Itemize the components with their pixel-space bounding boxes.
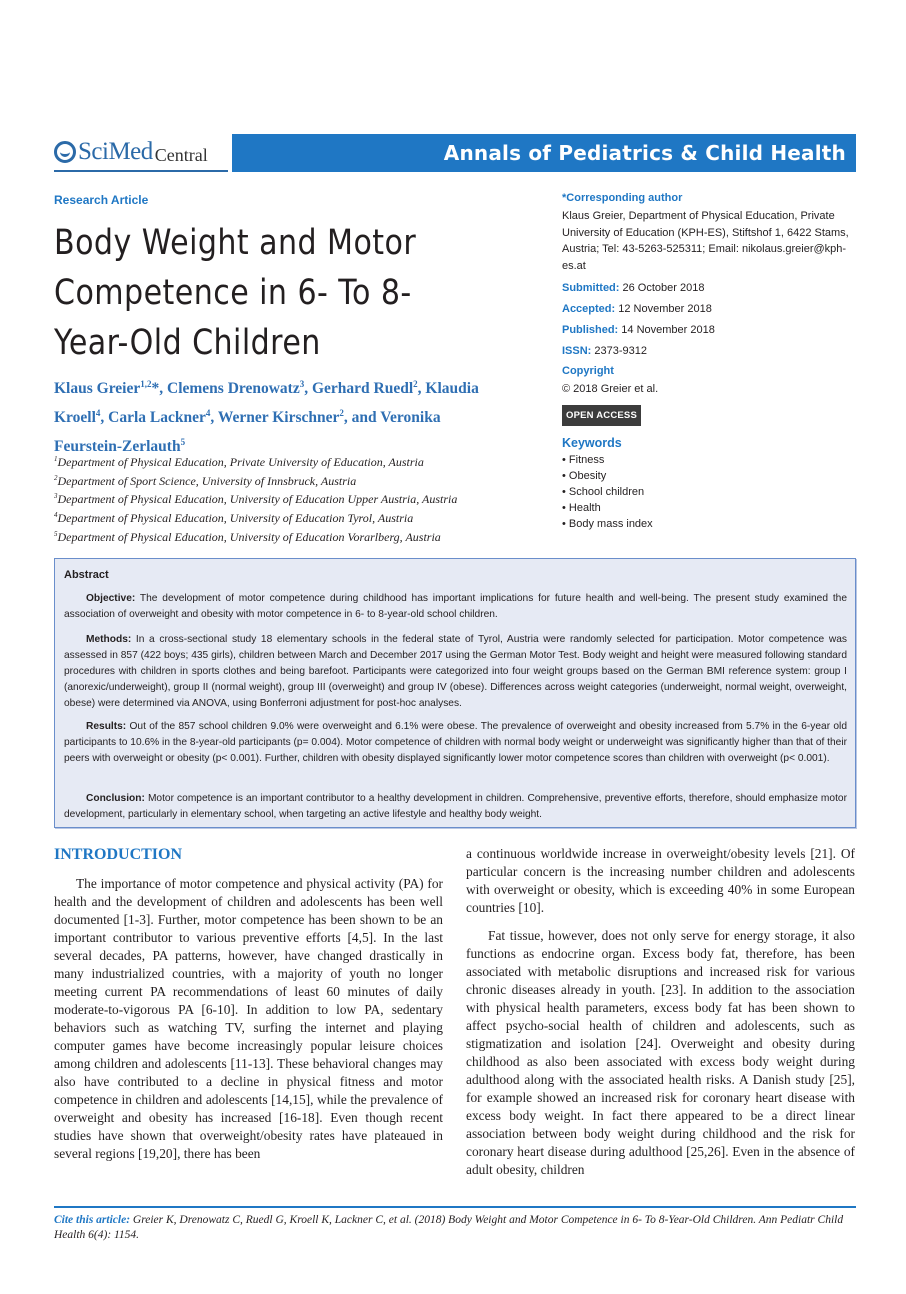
copyright-heading: Copyright [562, 365, 614, 377]
author-list: Klaus Greier$^{1,2}$*, Clemens Drenowatz$^3$, Gerhard Ruedl$^2$, Klaudia Kroell$^4$, Carla Lackner$^4$, Werner Kirschner$^2$, and Veronika Feurstein-Zerlauth$^5$ [54, 379, 479, 456]
keyword-item: • School children [562, 486, 645, 498]
logo-central-text: Central [154, 144, 208, 165]
affiliation: $^4$Department of Physical Education, University of Education Tyrol, Austria [54, 511, 414, 526]
submitted-date: Submitted: 26 October 2018 [562, 282, 705, 294]
open-access-badge[interactable]: OPEN ACCESS [562, 405, 641, 426]
author-name: Klaudia Kroell [54, 380, 479, 427]
author-affil-number: 4 [205, 408, 211, 419]
copyright-text: © 2018 Greier et al. [562, 383, 659, 395]
abstract-objective: Objective: The development of motor competence during childhood has important implications for future health and well-being. The present study examined the association of overweight and obesity with motor competence in 6- to 8-year-old school children. [64, 593, 847, 620]
keyword-list [562, 452, 858, 532]
footer-rule [54, 1206, 856, 1208]
citation-text: Greier K, Drenowatz C, Ruedl G, Kroell K, Lackner C, et al. (2018) Body Weight and Motor Competence in 6- To 8-Year-Old Children. Ann Pediatr Child Health 6(4): 1154. [54, 1214, 844, 1241]
body-column-right [466, 845, 855, 1179]
keyword-item: • Health [562, 502, 601, 514]
logo-underline [54, 170, 228, 172]
affiliation: $^3$Department of Physical Education, University of Education Upper Austria, Austria [54, 492, 458, 507]
body-paragraph: a continuous worldwide increase in overweight/obesity levels [21]. Of particular concern is the increasing number children and adolescents with overweight or obesity, which is exceeding 40% in some European countries [10]. [466, 846, 855, 915]
keyword-item: • Obesity [562, 470, 607, 482]
keyword-item: • Fitness [562, 454, 605, 466]
author-affil-number: 2 [339, 408, 344, 419]
logo-icon [54, 141, 76, 163]
abstract-results: Results: Out of the 857 school children 9.0% were overweight and 6.1% were obese. The prevalence of overweight and obesity increased from 5.7% in the 6-year old participants to 10.6% in the 8-year-old participants (p= 0.004). Motor competence of children with normal body weight or underweight was significantly higher than that of their peers with overweight or obesity (p< 0.001). Further, children with obesity displayed significantly lower motor competence scores than children with overweight (p< 0.001). [64, 721, 847, 764]
abstract-methods: Methods: In a cross-sectional study 18 elementary schools in the federal state of Tyrol, Austria were randomly selected for participation. Motor competence was assessed in 857 (422 boys; 435 girls), children between March and December 2017 using the German Motor Test. Body weight and height were measured following standard procedures with children in sports clothes and being barefoot. Participants were categorized into four weight groups based on the German BMI reference system: group I (anorexic/underweight), group II (normal weight), group III (overweight) and group IV (obese). Differences across weight categories (underweight, normal weight, overweight, obese) were determined via ANOVA, using Bonferroni adjustment for post-hoc analyses. [64, 634, 847, 709]
author-name: Gerhard Ruedl [311, 380, 414, 398]
keyword-item: • Body mass index [562, 518, 653, 530]
author-affil-number: 2 [413, 379, 418, 389]
article-sidebar [562, 192, 858, 532]
author-affil-number: 3 [299, 379, 305, 389]
author-affil-number: 1,2 [140, 379, 152, 389]
author-name: Clemens Drenowatz [167, 380, 300, 398]
accepted-date: Accepted: 12 November 2018 [562, 303, 712, 315]
introduction-heading: INTRODUCTION [54, 846, 183, 863]
abstract-conclusion: Conclusion: Motor competence is an important contributor to a healthy development in children. Comprehensive, preventive efforts, therefore, should emphasize motor development, particularly in elementary school, when targeting an active lifestyle and healthy body weight. [64, 793, 847, 820]
citation-label: Cite this article: [54, 1214, 131, 1226]
body-paragraph: The importance of motor competence and physical activity (PA) for health and the development of children and adolescents has been well documented [1-3]. Further, motor competence has been shown to be an important contributor to various preventive efforts [4,5]. In the last several decades, PA patterns, however, have changed drastically in many industrialized countries, with a majority of youth no longer meeting current PA recommendations of least 60 minutes of daily moderate-to-vigorous PA [6-10]. In addition to low PA, sedentary behaviors such as watching TV, surfing the internet and playing computer games have become increasingly popular leisure choices among children and adolescents [11-13]. These behavioral changes may also have contributed to a decline in physical fitness and motor competence in children and adolescents [14,15], while the prevalence of overweight and obesity has increased [16-18]. Even though recent studies have shown that overweight/obesity rates have plateaued in several regions [19,20], there has been [54, 876, 443, 1161]
page-header [54, 134, 856, 172]
author-name: Werner Kirschner [217, 409, 340, 427]
body-column-left [54, 875, 443, 1163]
published-date: Published: 14 November 2018 [562, 324, 715, 336]
corresponding-author-heading: *Corresponding author [562, 192, 683, 204]
affiliation: $^2$Department of Sport Science, University of Innsbruck, Austria [54, 473, 357, 488]
author-affil-number: 5 [180, 437, 186, 448]
article-title: Body Weight and Motor Competence in 6- To 8-Year-Old Children [54, 223, 417, 363]
author-name: Klaus Greier [54, 380, 141, 398]
affiliation: $^1$Department of Physical Education, Private University of Education, Austria [54, 455, 424, 469]
article-type: Research Article [54, 193, 149, 207]
abstract-box [54, 558, 856, 828]
keywords-heading: Keywords [562, 436, 622, 450]
logo-sci-text: Sci [78, 138, 109, 165]
author-affil-number: 4 [95, 408, 101, 419]
affiliation: $^5$Department of Physical Education, University of Education Vorarlberg, Austria [54, 529, 441, 544]
abstract-heading: Abstract [64, 569, 109, 581]
journal-title: Annals of Pediatrics & Child Health [443, 141, 846, 165]
body-paragraph: Fat tissue, however, does not only serve for energy storage, it also functions as endocrine organ. Excess body fat, therefore, has been associated with metabolic disruptions and increased risk for various chronic diseases already in youth. [23]. In addition to the association with physical health parameters, excess body fat has been shown to affect psycho-social health of children and adolescents, such as stigmatization and isolation [24]. Overweight and obesity during childhood as also been associated with excess body weight during adulthood along with the associated health risks. A Danish study [25], for example showed an increased risk for coronary heart disease with excess body weight. In fact there appeared to be a direct linear association between body weight during childhood and the risk for coronary heart disease during adulthood [25,26]. Even in the absence of adult obesity, children [466, 928, 855, 1177]
citation [54, 1213, 856, 1242]
author-name: Carla Lackner [108, 409, 206, 427]
scimedcentral-logo[interactable] [54, 134, 208, 170]
corresponding-mark: * [151, 380, 160, 398]
affiliation-list [54, 450, 504, 543]
logo-med-text: Med [108, 138, 153, 165]
issn: ISSN: 2373-9312 [562, 345, 648, 357]
journal-title-bar [232, 134, 856, 172]
author-name: Veronika Feurstein-Zerlauth [54, 409, 441, 456]
corresponding-author-details[interactable]: Klaus Greier, Department of Physical Education, Private University of Education (KPH-ES), Stiftshof 1, 6422 Stams, Austria; Tel: 43-5263-525311; Email: nikolaus.greier@kph-es.at [562, 210, 849, 272]
